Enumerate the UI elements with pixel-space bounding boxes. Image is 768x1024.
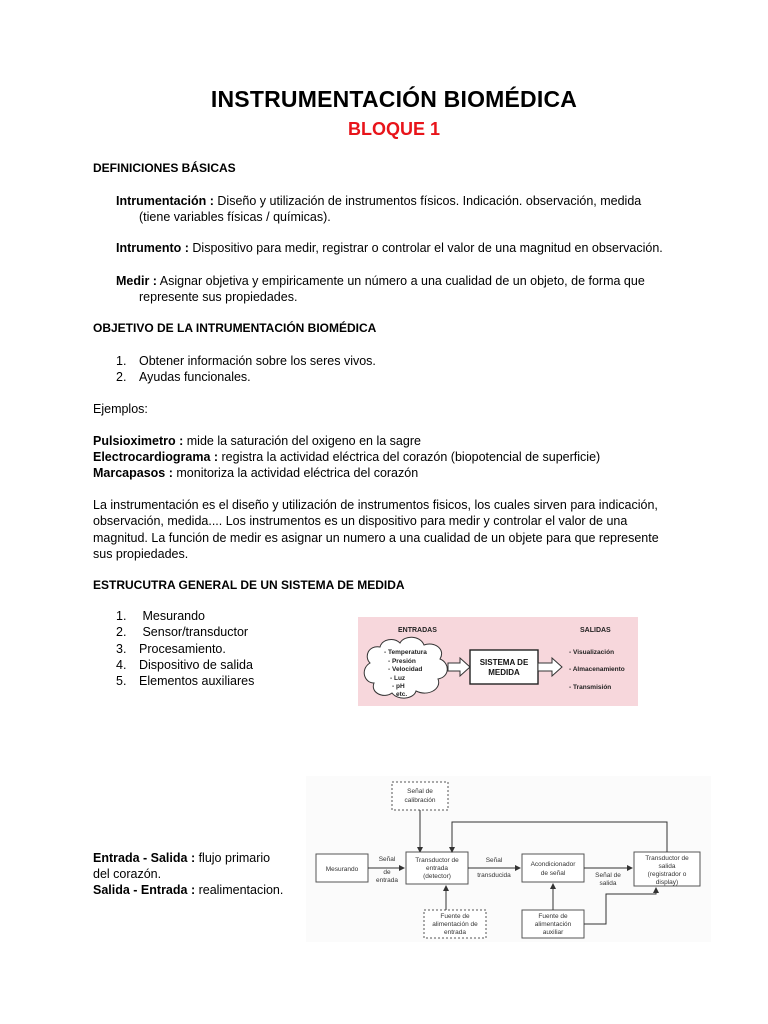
flow-text: flujo primario	[195, 851, 271, 865]
example-text: mide la saturación del oxigeno en la sagre	[183, 434, 421, 448]
objective-list	[116, 353, 376, 386]
list-text: Procesamiento.	[139, 641, 226, 656]
flow-note-line	[93, 882, 283, 898]
section-heading-objective: OBJETIVO DE LA INTRUMENTACIÓN BIOMÉDICA	[93, 321, 377, 335]
definition-text: Dispositivo para medir, registrar o controlar el valor de una magnitud en observación.	[188, 241, 663, 255]
example-pulsioximetro	[93, 433, 600, 449]
list-item	[116, 608, 254, 624]
input-item: - pH	[392, 683, 405, 690]
paragraph-line: sus propiedades.	[93, 546, 189, 561]
definition-instrumentacion	[116, 193, 676, 225]
flow-term: Salida - Entrada :	[93, 883, 196, 897]
input-transducer-label: (detector)	[423, 873, 451, 880]
list-item	[116, 369, 376, 385]
section-heading-definitions: DEFINICIONES BÁSICAS	[93, 161, 236, 175]
transduced-signal-label: Señal	[485, 857, 503, 864]
paragraph-line: observación, medida.... Los instrumentos es un dispositivo para medir y controlar el valor de una	[93, 514, 628, 529]
flow-note	[93, 850, 283, 898]
input-item: - Luz	[390, 675, 406, 682]
system-label: MEDIDA	[488, 668, 520, 677]
aux-power-label: Fuente de	[538, 913, 568, 920]
list-number: 5.	[116, 674, 127, 689]
list-text: Mesurando	[139, 609, 206, 623]
example-marcapasos	[93, 465, 600, 481]
example-text: registra la actividad eléctrica del corazón (biopotencial de superficie)	[218, 450, 601, 464]
list-number: 3.	[116, 641, 127, 656]
section-heading-structure: ESTRUCUTRA GENERAL DE UN SISTEMA DE MEDIDA	[93, 578, 405, 592]
flow-note-line: del corazón.	[93, 867, 162, 881]
mesurando-label: Mesurando	[325, 866, 359, 873]
conditioner-label: de señal	[540, 870, 566, 877]
aux-power-label: alimentación	[534, 921, 572, 928]
output-transducer-label: salida	[658, 863, 676, 870]
output-item: - Visualización	[569, 649, 615, 656]
output-transducer-label: (registrador o	[647, 871, 687, 878]
output-signal-label: Señal de	[595, 872, 621, 879]
list-number: 2.	[116, 625, 127, 640]
input-signal-label: de	[383, 869, 391, 876]
input-transducer-label: Transductor de	[415, 857, 459, 864]
example-term: Pulsioximetro :	[93, 434, 184, 448]
system-box	[470, 650, 538, 684]
list-item	[116, 657, 254, 673]
definition-text: Diseño y utilización de instrumentos físicos. Indicación. observación, medida	[213, 194, 642, 208]
list-number: 2.	[116, 370, 127, 385]
measurement-system-figure	[358, 617, 638, 706]
structure-list	[116, 608, 254, 689]
definition-term: Intrumentación :	[116, 194, 214, 208]
page-title: INSTRUMENTACIÓN BIOMÉDICA	[210, 86, 578, 112]
list-text: Obtener información sobre los seres vivos.	[139, 354, 376, 368]
definition-term: Medir :	[116, 274, 157, 288]
list-number: 4.	[116, 657, 127, 672]
output-transducer-label: display)	[655, 879, 679, 886]
paragraph-line: magnitud. La función de medir es asignar un numero a una cualidad de un objete para que represente	[93, 530, 659, 545]
system-label: SISTEMA DE	[479, 658, 529, 667]
block-diagram-figure	[306, 776, 711, 942]
conditioner-box	[522, 854, 584, 882]
input-item: - Velocidad	[388, 666, 423, 673]
example-text: monitoriza la actividad eléctrica del corazón	[172, 466, 419, 480]
list-text: Elementos auxiliares	[139, 674, 255, 689]
flow-term: Entrada - Salida :	[93, 851, 196, 865]
definition-text: Asignar objetiva y empiricamente un número a una cualidad de un objeto, de forma que	[156, 274, 645, 288]
conditioner-label: Acondicionador	[530, 861, 576, 868]
page-subtitle: BLOQUE 1	[347, 119, 440, 139]
definition-continuation: represente sus propiedades.	[139, 290, 298, 304]
output-item: - Almacenamiento	[569, 666, 625, 673]
input-power-label: Fuente de	[440, 913, 470, 920]
aux-power-label: auxiliar	[542, 929, 564, 936]
transduced-signal-label: transducida	[477, 872, 511, 879]
list-number: 1.	[116, 609, 127, 623]
list-item	[116, 673, 254, 689]
input-transducer-label: entrada	[425, 865, 449, 872]
output-item: - Transmisión	[569, 684, 612, 691]
calibration-box	[392, 782, 448, 810]
example-term: Electrocardiograma :	[93, 450, 219, 464]
input-signal-label: entrada	[375, 877, 399, 884]
example-term: Marcapasos :	[93, 466, 173, 480]
input-item: etc.	[396, 691, 408, 698]
list-item	[116, 624, 254, 640]
definition-term: Intrumento :	[116, 241, 189, 255]
examples-block	[93, 433, 600, 481]
list-item	[116, 641, 254, 657]
list-text: Ayudas funcionales.	[139, 370, 251, 385]
instrumentation-paragraph	[93, 497, 683, 562]
input-item: - Temperatura	[384, 649, 427, 656]
output-signal-label: salida	[599, 880, 617, 887]
flow-note-line	[93, 850, 283, 866]
list-text: Sensor/transductor	[139, 625, 249, 640]
entradas-label: ENTRADAS	[398, 627, 437, 634]
calibration-label: calibración	[404, 797, 436, 804]
salidas-label: SALIDAS	[580, 627, 611, 634]
input-power-label: entrada	[443, 929, 467, 936]
examples-label: Ejemplos:	[93, 402, 148, 416]
input-power-label: alimentación de	[432, 921, 478, 928]
paragraph-line: La instrumentación es el diseño y utilización de instrumentos fisicos, los cuales sirven para indicación,	[93, 498, 658, 512]
calibration-label: Señal de	[407, 788, 433, 795]
list-text: Dispositivo de salida	[139, 657, 253, 672]
flow-text: realimentacion.	[195, 883, 284, 897]
list-number: 1.	[116, 354, 127, 368]
input-item: - Presión	[388, 658, 416, 665]
list-item	[116, 353, 376, 369]
definition-instrumento	[116, 240, 676, 256]
output-transducer-label: Transductor de	[645, 855, 689, 862]
definition-medir	[116, 273, 676, 305]
definition-continuation: (tiene variables físicas / químicas).	[139, 210, 331, 224]
input-signal-label: Señal	[378, 856, 396, 863]
example-electrocardiograma	[93, 449, 600, 465]
